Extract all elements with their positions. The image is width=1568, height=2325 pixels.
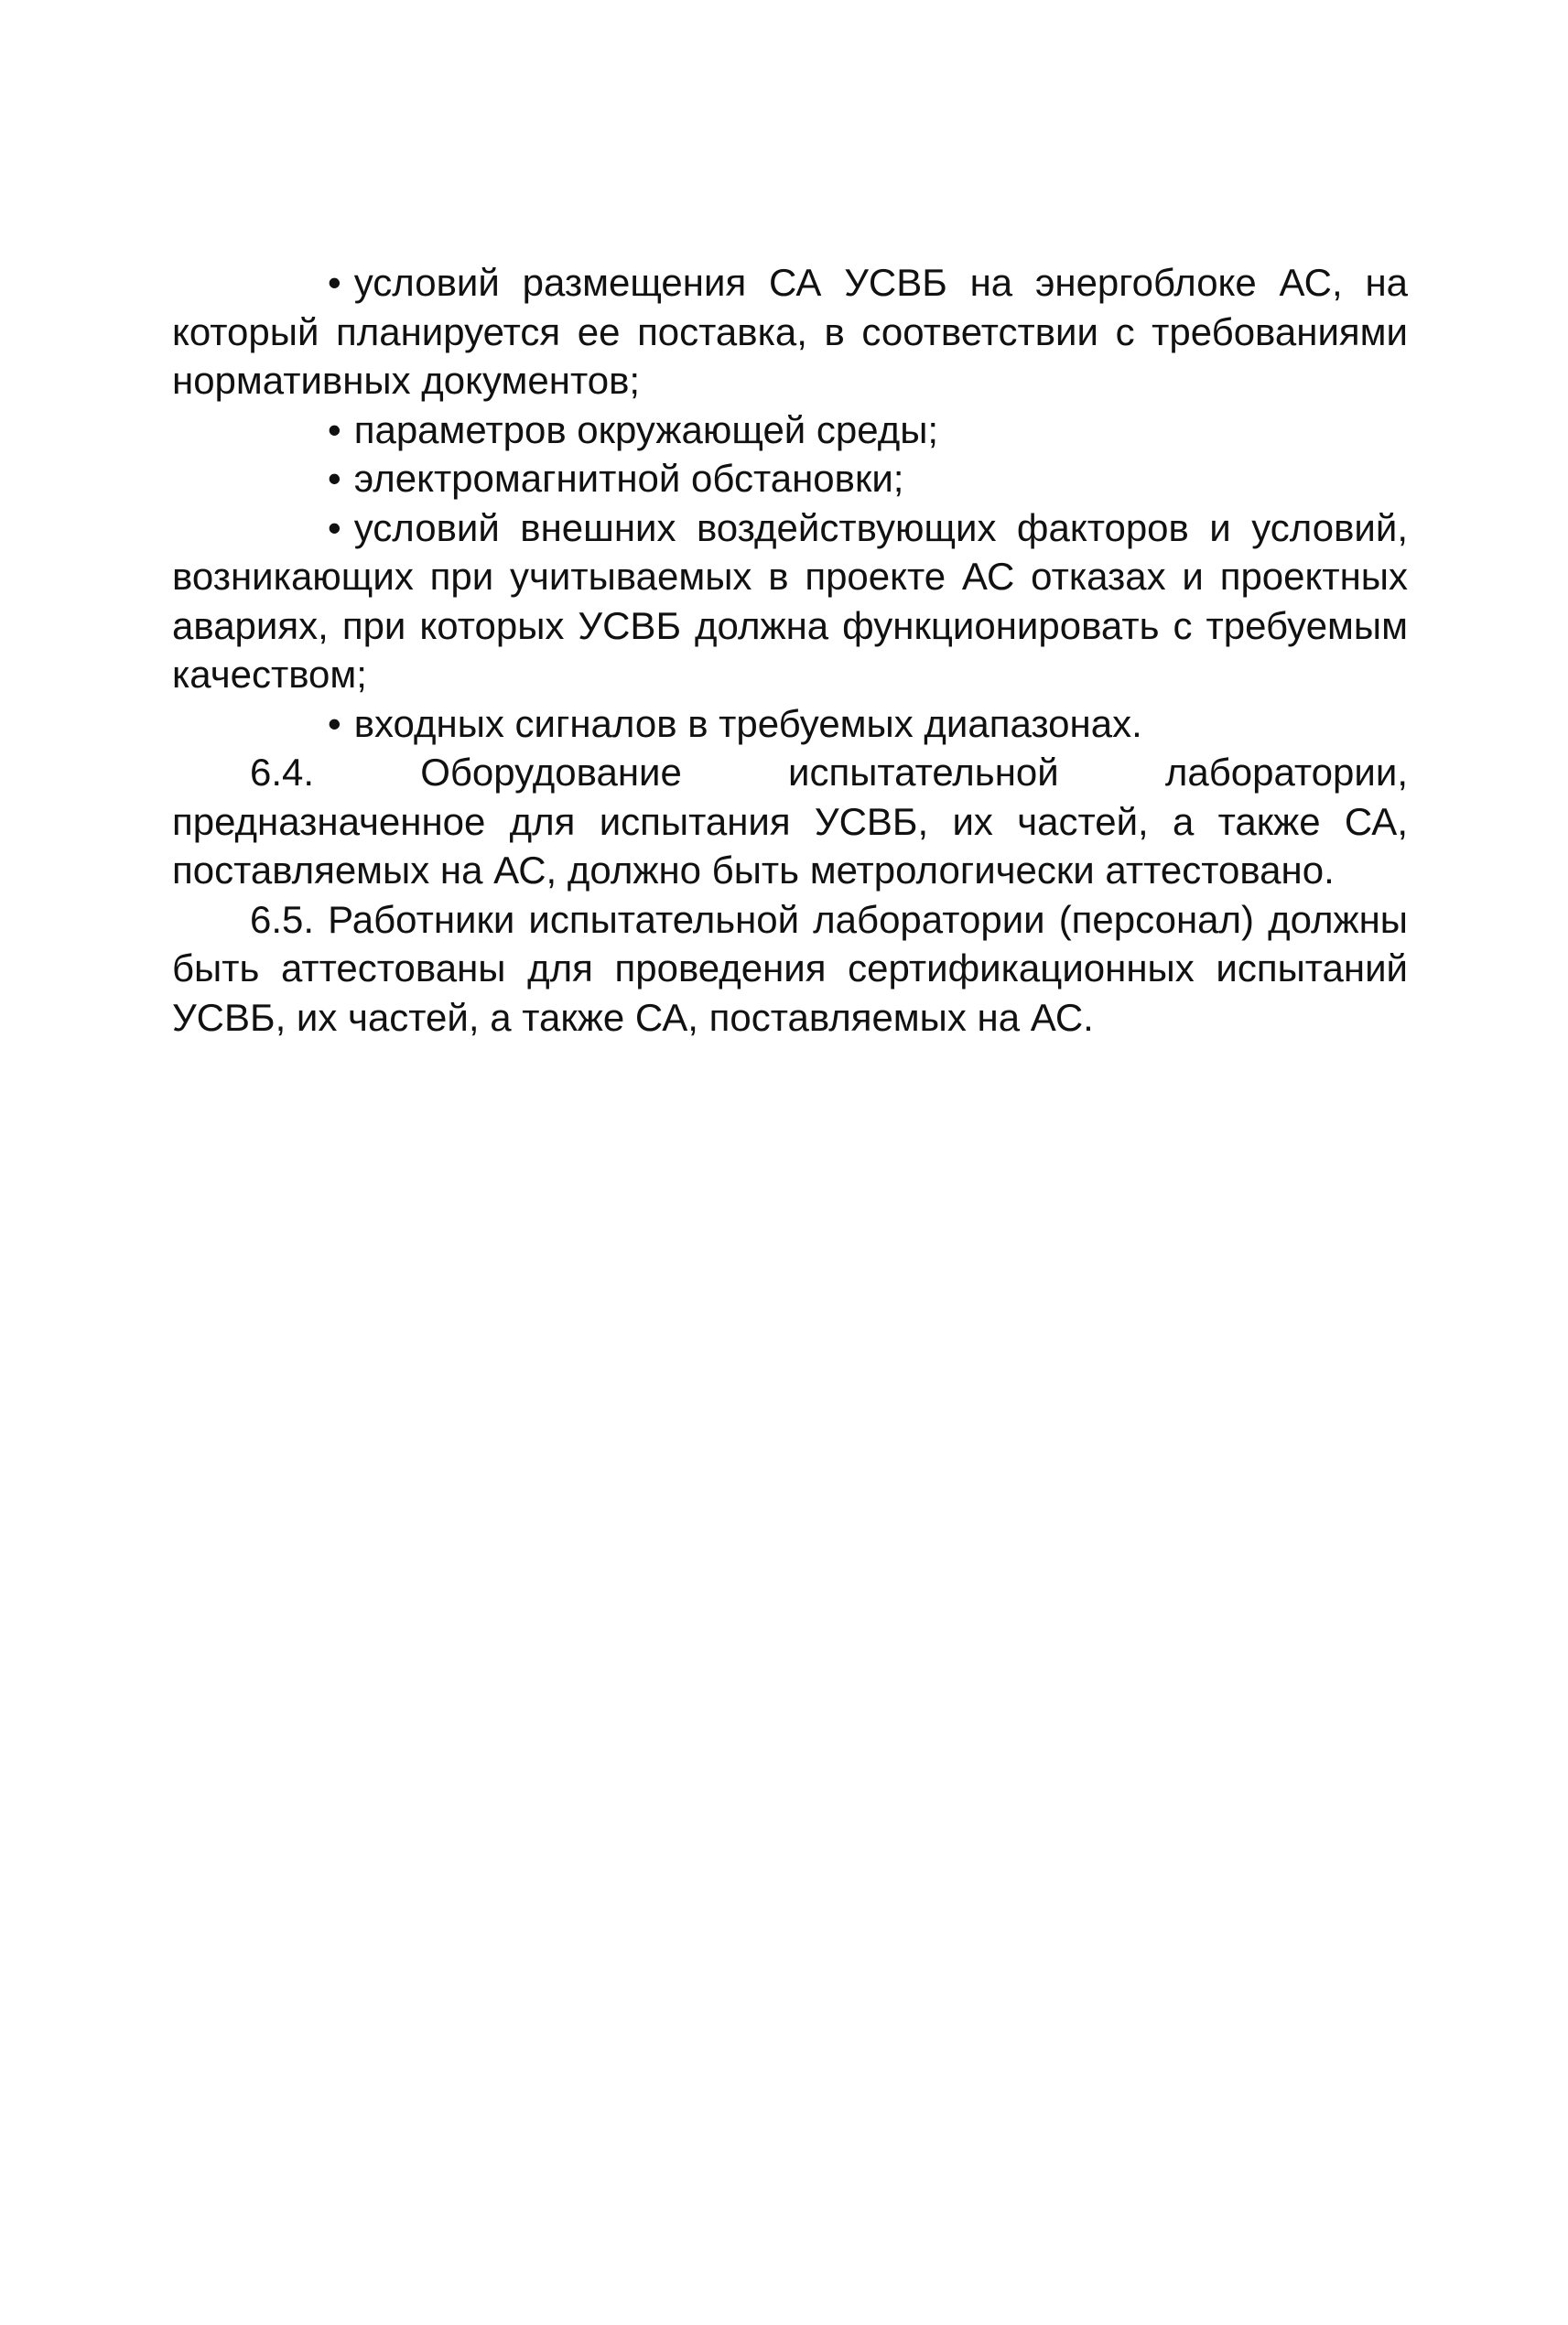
bullet-item [172, 258, 1408, 406]
bullet-text: условий внешних воздействующих факторов и условий, возникающих при учитываемых в проекте АС отказах и проектных авариях, при которых УСВБ должна функционировать с требуемым качеством; [172, 505, 1408, 696]
bullet-item [172, 699, 1408, 749]
bullet-marker: • [328, 407, 341, 451]
bullet-marker: • [328, 457, 341, 500]
bullet-text: условий размещения СА УСВБ на энергоблоке АС, на который планируется ее поставка, в соответствии с требованиями нормативных документов; [172, 261, 1408, 402]
section-paragraph: 6.4. Оборудование испытательной лаборатории, предназначенное для испытания УСВБ, их частей, а также СА, поставляемых на АС, должно быть метрологически аттестовано. [172, 751, 1408, 892]
bullet-item [172, 454, 1408, 503]
section-paragraph: 6.5. Работники испытательной лаборатории (персонал) должны быть аттестованы для проведения сертификационных испытаний УСВБ, их частей, а также СА, поставляемых на АС. [172, 897, 1408, 1039]
bullet-text: входных сигналов в требуемых диапазонах. [353, 701, 1142, 745]
bullet-item [172, 406, 1408, 455]
bullet-item [172, 503, 1408, 699]
bullet-marker: • [328, 701, 341, 745]
bullet-marker: • [328, 261, 341, 304]
bullet-text: электромагнитной обстановки; [353, 457, 904, 500]
bullet-marker: • [328, 505, 341, 549]
bullet-text: параметров окружающей среды; [353, 407, 939, 451]
document-body [172, 258, 1408, 1042]
